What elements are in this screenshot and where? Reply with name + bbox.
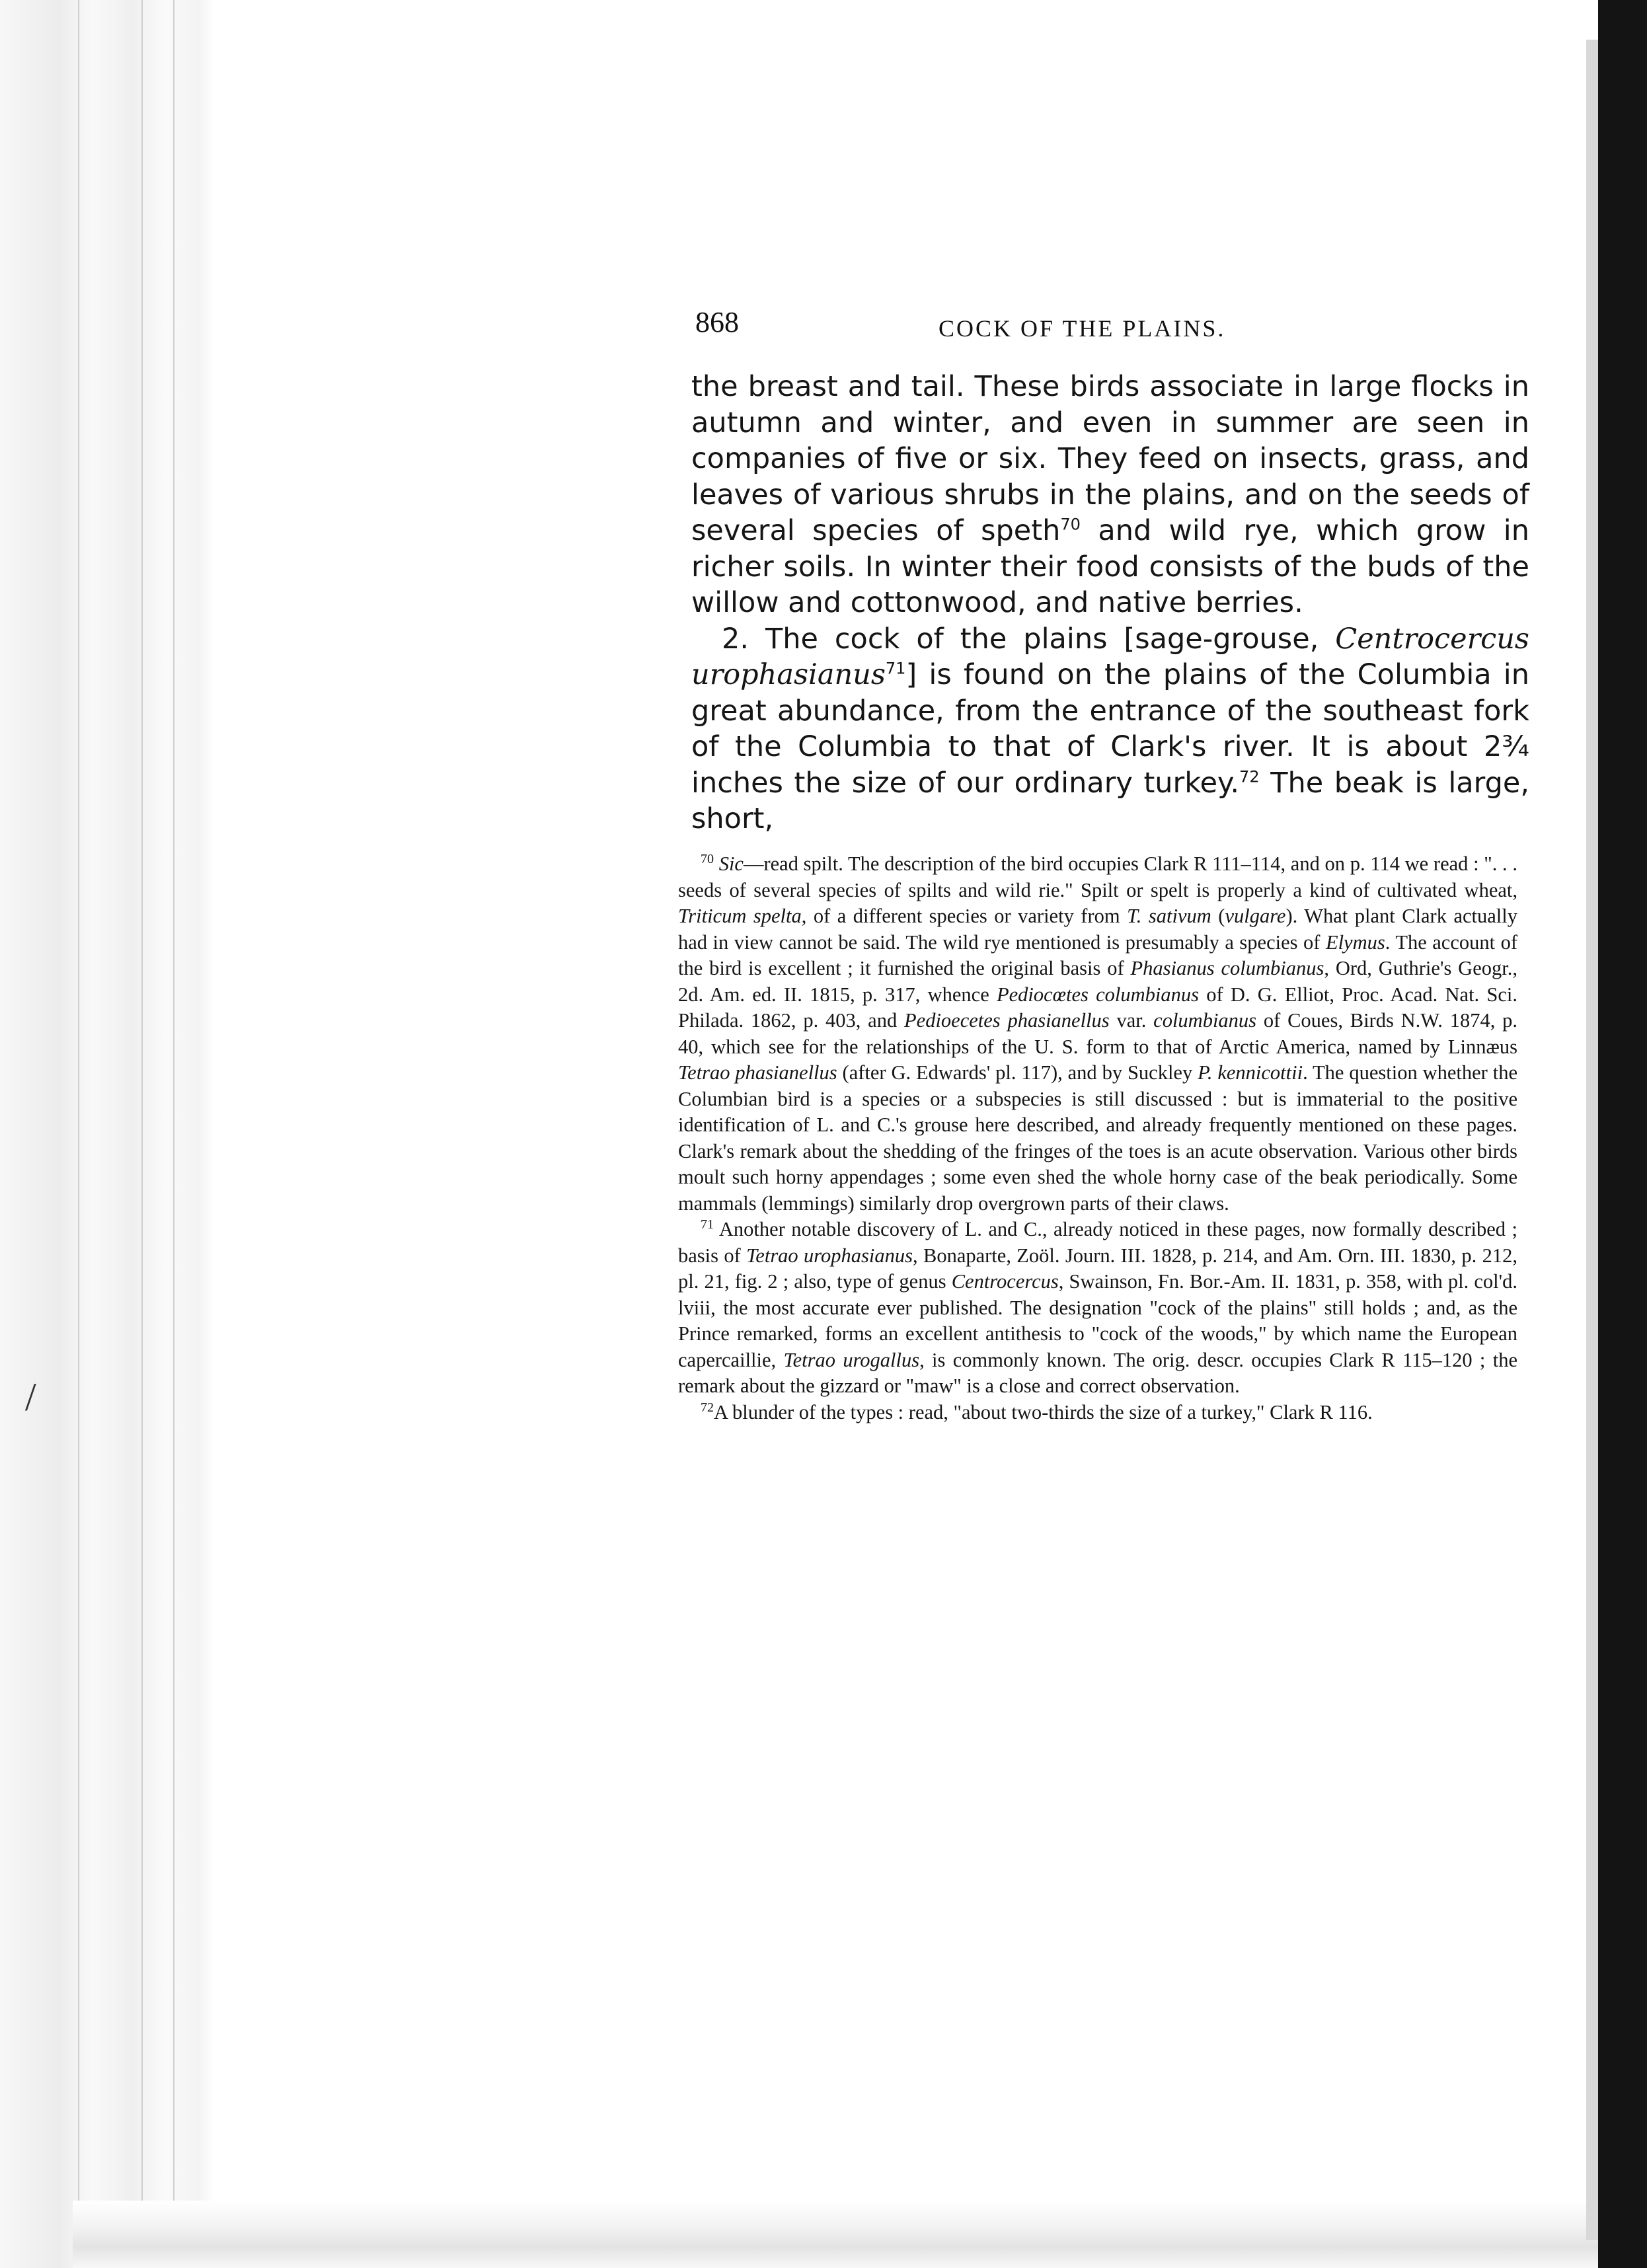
footnote-ref-70: 70 [1060,515,1081,534]
page-header [695,305,1528,352]
taxon-name: Centrocercus urophasianus [691,622,1529,691]
page-number: 868 [695,306,739,338]
footnotes [678,851,1517,1425]
footnote-72: $^{72}$A blunder of the types : read, "about two-thirds the size of a turkey," Clark R 116. [701,1400,1373,1423]
paragraph-2: 2. The cock of the plains [sage-grouse, Centrocercus urophasianus$^{71}$] is found on the plains of the Columbia in great abundance, from the entrance of the southeast fork of the Columbia to that of Clark's river. It is about 2¾ inches the size of our ordinary turkey.$^{72}$ The beak is large, short, [691,622,1529,835]
main-text [691,369,1529,837]
footnote-71: $^{71}$ Another notable discovery of L. and C., already noticed in these pages, now formally described ; basis of Tetrao urophasianus, Bonaparte, Zoöl. Journ. III. 1828, p. 214, and Am. Orn. III. 1830, p. 212, pl. 21, fig. 2 ; also, type of genus Centrocercus, Swainson, Fn. Bor.-Am. II. 1831, p. 358, with pl. col'd. lviii, the most accurate ever published. The designation "cock of the plains" still holds ; and, as the Prince remarked, forms an excellent antithesis to "cock of the woods," by which name the European capercaillie, Tetrao urogallus, is commonly known. The orig. descr. occupies Clark R 115–120 ; the remark about the gizzard or "maw" is a close and correct observation. [678,1217,1517,1397]
footnote-ref-72: 72 [1239,767,1260,786]
footnote-ref-71: 71 [885,659,906,678]
paragraph-1: the breast and tail. These birds associate in large flocks in autumn and winter, and even in summer are seen in companies of five or six. They feed on insects, grass, and leaves of various shrubs in the plains, and on the seeds of several species of speth$^{70}$ and wild rye, which grow in richer soils. In winter their food consists of the buds of the willow and cottonwood, and native berries. [691,370,1529,619]
running-title: COCK OF THE PLAINS. [938,315,1226,342]
stray-mark: / [25,1375,36,1419]
footnote-70: $^{70}$ Sic—read spilt. The description of the bird occupies Clark R 111–114, and on p. 114 we read : ". . . seeds of several species of spilts and wild rie." Spilt or spelt is properly a kind of cultivated wheat, Triticum spelta, of a different species or variety from T. sativum (vulgare). What plant Clark actually had in view cannot be said. The wild rye mentioned is presumably a species of Elymus. The account of the bird is excellent ; it furnished the original basis of Phasianus columbianus, Ord, Guthrie's Geogr., 2d. Am. ed. II. 1815, p. 317, whence Pediocœtes columbianus of D. G. Elliot, Proc. Acad. Nat. Sci. Philada. 1862, p. 403, and Pedioecetes phasianellus var. columbianus of Coues, Birds N.W. 1874, p. 40, which see for the relationships of the U. S. form to that of Arctic America, named by Linnæus Tetrao phasianellus (after G. Edwards' pl. 117), and by Suckley P. kennicottii. The question whether the Columbian bird is a species or a subspecies is still discussed : but is immaterial to the positive identification of L. and C.'s grouse here described, and already frequently mentioned on these pages. Clark's remark about the shedding of the fringes of the toes is an acute observation. Various other birds moult such horny appendages ; some even shed the whole horny case of the beak periodically. Some mammals (lemmings) similarly drop overgrown parts of their claws. [678,851,1518,1215]
